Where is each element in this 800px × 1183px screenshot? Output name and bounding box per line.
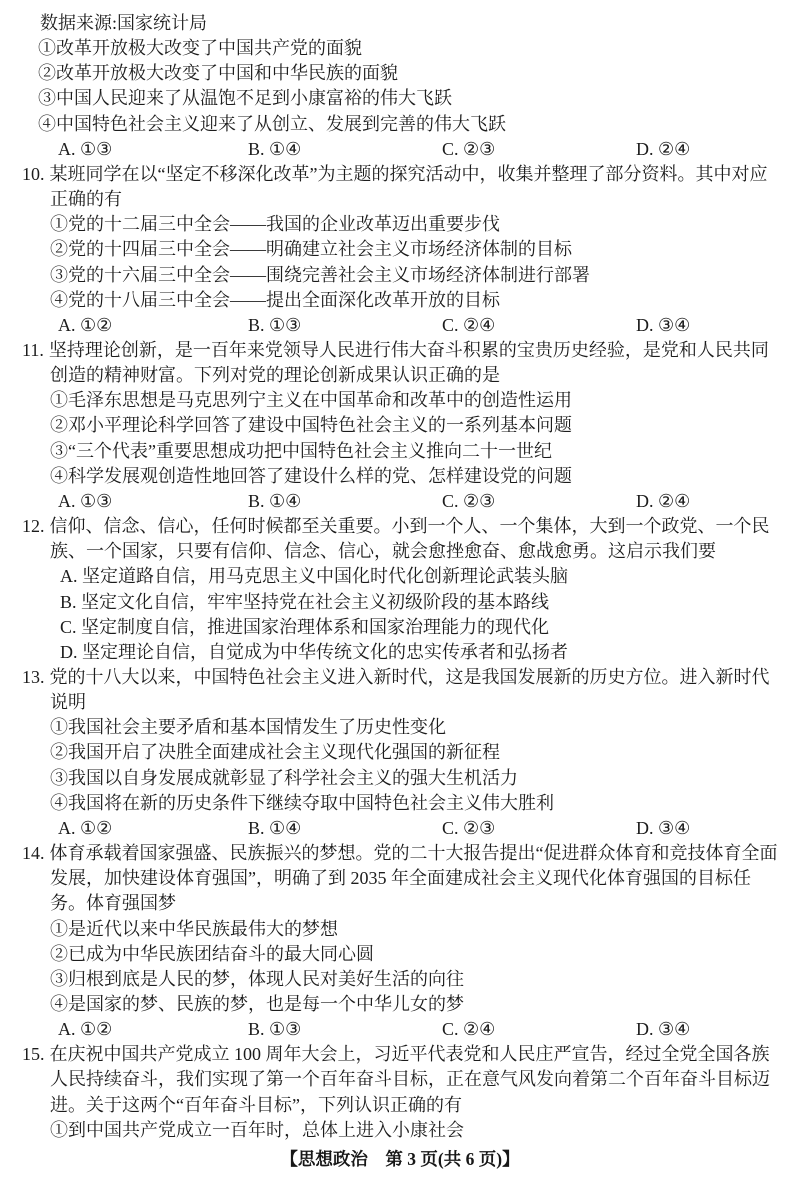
q9-statement-1: ①改革开放极大改变了中国共产党的面貌 [38, 38, 362, 59]
q14-choice-d: D. ③④ [636, 1019, 691, 1040]
question-13 [22, 665, 784, 841]
question-15-partial [22, 1042, 784, 1143]
q13-stem [22, 665, 784, 715]
q12-number: 12. [22, 516, 45, 537]
q14-choice-c: C. ②④ [442, 1019, 496, 1040]
q14-number: 14. [22, 843, 45, 864]
q12-option-c: C. 坚定制度自信，推进国家治理体系和国家治理能力的现代化 [60, 616, 550, 637]
q13-statement-3: ③我国以自身发展成就彰显了科学社会主义的强大生机活力 [50, 767, 518, 788]
q15-stem [22, 1042, 784, 1117]
question-9-tail [22, 11, 784, 162]
q10-choices-row [22, 313, 784, 338]
q9-statement-4: ④中国特色社会主义迎来了从创立、发展到完善的伟大飞跃 [38, 113, 506, 134]
q13-statement-4: ④我国将在新的历史条件下继续夺取中国特色社会主义伟大胜利 [50, 792, 554, 813]
q14-statement-1: ①是近代以来中华民族最伟大的梦想 [50, 918, 338, 939]
q14-stem [22, 841, 784, 916]
q12-option-a: A. 坚定道路自信，用马克思主义中国化时代化创新理论武装头脑 [60, 566, 568, 587]
q9-choice-d: D. ②④ [636, 138, 691, 159]
q13-stem-text: 党的十八大以来，中国特色社会主义进入新时代，这是我国发展新的历史方位。进入新时代说明 [49, 667, 770, 713]
q14-choice-b: B. ①③ [248, 1019, 302, 1040]
q9-statement-2: ②改革开放极大改变了中国和中华民族的面貌 [38, 63, 398, 84]
q11-stem [22, 338, 784, 388]
q11-statement-3: ③“三个代表”重要思想成功把中国特色社会主义推向二十一世纪 [50, 440, 552, 461]
q10-choice-a: A. ①② [58, 314, 113, 335]
q14-statement-3: ③归根到底是人民的梦，体现人民对美好生活的向往 [50, 968, 464, 989]
q14-choices-row [22, 1017, 784, 1042]
question-14 [22, 841, 784, 1042]
q13-choice-b: B. ①④ [248, 817, 302, 838]
q13-number: 13. [22, 667, 45, 688]
q13-choices-row [22, 816, 784, 841]
q12-stem-text: 信仰、信念、信心，任何时候都至关重要。小到一个人、一个集体，大到一个政党、一个民族、一个国家，只要有信仰、信念、信心，就会愈挫愈奋、愈战愈勇。这启示我们要 [49, 516, 770, 562]
q15-statement-1: ①到中国共产党成立一百年时，总体上进入小康社会 [50, 1119, 464, 1140]
q11-stem-text: 坚持理论创新，是一百年来党领导人民进行伟大奋斗积累的宝贵历史经验，是党和人民共同创造的精神财富。下列对党的理论创新成果认识正确的是 [48, 340, 769, 386]
q10-stem-text: 某班同学在以“坚定不移深化改革”为主题的探究活动中，收集并整理了部分资料。其中对应正确的有 [49, 163, 768, 210]
q13-choice-d: D. ③④ [636, 817, 691, 838]
q10-choice-b: B. ①③ [248, 314, 302, 335]
q9-statement-3: ③中国人民迎来了从温饱不足到小康富裕的伟大飞跃 [38, 88, 452, 109]
q11-choice-c: C. ②③ [442, 490, 496, 511]
q12-option-b: B. 坚定文化自信，牢牢坚持党在社会主义初级阶段的基本路线 [60, 591, 550, 612]
q12-option-d: D. 坚定理论自信，自觉成为中华传统文化的忠实传承者和弘扬者 [60, 641, 568, 662]
q11-choice-b: B. ①④ [248, 490, 302, 511]
exam-content [22, 11, 784, 1143]
q11-choice-d: D. ②④ [636, 490, 691, 511]
q13-statement-1: ①我国社会主要矛盾和基本国情发生了历史性变化 [50, 717, 446, 738]
q10-choice-d: D. ③④ [636, 314, 691, 335]
q10-statement-3: ③党的十六届三中全会——围绕完善社会主义市场经济体制进行部署 [50, 264, 590, 285]
q14-choice-a: A. ①② [58, 1019, 113, 1040]
q15-number: 15. [22, 1044, 45, 1065]
q11-statement-1: ①毛泽东思想是马克思列宁主义在中国革命和改革中的创造性运用 [50, 390, 572, 411]
q11-statement-2: ②邓小平理论科学回答了建设中国特色社会主义的一系列基本问题 [50, 415, 572, 436]
q9-data-source-note: 数据来源:国家统计局 [40, 13, 208, 33]
q10-stem [22, 162, 784, 212]
question-11 [22, 338, 784, 514]
q9-choice-a: A. ①③ [58, 138, 113, 159]
q13-statement-2: ②我国开启了决胜全面建成社会主义现代化强国的新征程 [50, 742, 500, 763]
q9-choices-row [22, 137, 784, 162]
q13-choice-c: C. ②③ [442, 817, 496, 838]
q11-choice-a: A. ①③ [58, 490, 113, 511]
q12-stem [22, 514, 784, 564]
q10-statement-2: ②党的十四届三中全会——明确建立社会主义市场经济体制的目标 [50, 239, 572, 260]
q10-statement-4: ④党的十八届三中全会——提出全面深化改革开放的目标 [50, 289, 500, 310]
q9-choice-c: C. ②③ [442, 138, 496, 159]
q14-stem-text: 体育承载着国家强盛、民族振兴的梦想。党的二十大报告提出“促进群众体育和竞技体育全面发展，加快建设体育强国”，明确了到 2035 年全面建成社会主义现代化体育强国的目标任务。体育强国梦 [49, 843, 778, 914]
q11-number: 11. [22, 340, 44, 360]
q15-stem-text: 在庆祝中国共产党成立 100 周年大会上，习近平代表党和人民庄严宣告，经过全党全国各族人民持续奋斗，我们实现了第一个百年奋斗目标，正在意气风发向着第二个百年奋斗目标迈进。关于这两个“百年奋斗目标”，下列认识正确的有 [49, 1044, 770, 1115]
q11-statement-4: ④科学发展观创造性地回答了建设什么样的党、怎样建设党的问题 [50, 465, 572, 486]
q10-statement-1: ①党的十二届三中全会——我国的企业改革迈出重要步伐 [50, 214, 500, 235]
q9-choice-b: B. ①④ [248, 138, 302, 159]
question-10 [22, 162, 784, 338]
q10-choice-c: C. ②④ [442, 314, 496, 335]
q14-statement-2: ②已成为中华民族团结奋斗的最大同心圆 [50, 943, 374, 964]
q13-choice-a: A. ①② [58, 817, 113, 838]
q14-statement-4: ④是国家的梦、民族的梦，也是每一个中华儿女的梦 [50, 994, 464, 1015]
page-footer: 【思想政治 第 3 页(共 6 页)】 [280, 1149, 520, 1169]
q11-choices-row [22, 489, 784, 514]
q10-number: 10. [22, 163, 45, 184]
question-12 [22, 514, 784, 665]
